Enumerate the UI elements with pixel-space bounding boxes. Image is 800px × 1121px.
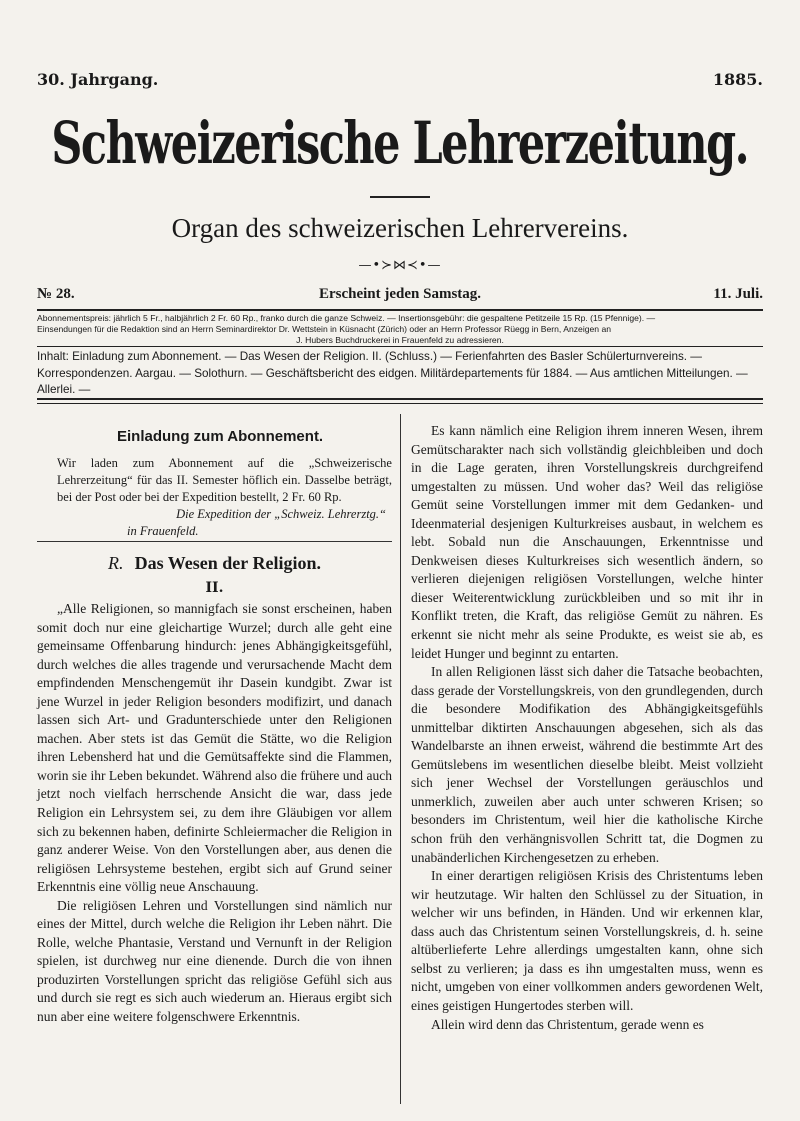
subscription-line-2: Einsendungen für die Redaktion sind an Herrn Seminardirektor Dr. Wettstein in Küsnacht (Zürich) oder an Herrn Professor Rüegg in Bern, Anzeigen an: [37, 324, 612, 334]
newspaper-title: Schweizerische Lehrerzeitung.: [51, 109, 749, 177]
article-left-text: [37, 600, 392, 1027]
subscription-line-3: J. Hubers Buchdruckerei in Frauenfeld zu adressieren.: [296, 335, 504, 345]
article-author: R.: [108, 553, 124, 573]
invitation-text: Wir laden zum Abonnement auf die „Schweizerische Lehrerzeitung“ für das II. Semester höflich ein. Dasselbe beträgt, bei der Post oder bei der Expedition bestellt, 2 Fr. 60 Rp.: [57, 456, 392, 504]
ornament-divider: —•≻⋈≺•—: [358, 258, 442, 273]
article-paragraph: Die religiösen Lehren und Vorstellungen sind nämlich nur eines der Mittel, durch welche die Religion ihr Leben nährt. Die Rolle, welche Phantasie, Verstand und Vernunft in der Religion spielen, ist durchweg nur eine dienende. Durch die von ihnen produzirten Vorstellungen spricht das religiöse Gefühl sich aus und durch sie regt es sich auch wiederum an. Hieraus ergibt sich nun aber eine weitere folgenschwere Erkenntnis.: [37, 897, 392, 1025]
masthead: [37, 103, 763, 183]
contents-bottom-rule-1: [37, 398, 763, 400]
subscription-info: [37, 313, 763, 346]
article-heading: Das Wesen der Religion.: [134, 553, 321, 573]
invitation-signature-2: in Frauenfeld.: [127, 524, 199, 538]
article-title-line: [37, 553, 392, 574]
year-label: 1885.: [712, 70, 763, 89]
article-paragraph: Es kann nämlich eine Religion ihrem inneren Wesen, ihrem Gemütscharakter nach sich vollständig gleichbleiben und doch in die Lage geraten, ihren Vorstellungskreis durchgreifend umgestalten zu müssen. Und woher das? Weil das religiöse Gemüt seine Vorstellungen immer mit dem Gedanken- und Ideenmaterial desjenigen Kulturkreises ausbaut, in welchem es lebt. Sobald nun die Anschauungen, Erkenntnisse und Denkweisen dieses Kulturkreises sich wesentlich ändern, so verlieren diejenigen religiösen Vorstellungen, welche hinter dieser Weiterentwicklung zurückbleiben und so mit ihr in Konflikt treten, die Kraft, das religiöse Gemüt zu nähren. Es erkennt sie nicht mehr als seine Produkte, es weist sie ab, es leidet Hunger und beginnt zu entarten.: [411, 423, 763, 661]
invitation-section: [37, 428, 392, 540]
article-paragraph: Allein wird denn das Christentum, gerade wenn es: [431, 1016, 704, 1032]
invitation-signature-1: Die Expedition der „Schweiz. Lehrerztg.“: [176, 507, 386, 521]
contents-bottom-rule-2: [37, 403, 763, 404]
article-paragraph: „Alle Religionen, so mannigfach sie sonst erscheinen, haben somit doch nur eine gleichartige Wurzel; durch alle geht eine gemeinsame Offenbarung hindurch: jenes Abhängigkeitsgefühl, durch welches die alles tragende und verursachende Macht dem empfindenden Menschengemüt ihr Dasein kundgibt. Zwar ist jene Wurzel in jeder Religion besonders modifizirt, und danach lassen sich Art- und Gradunterschiede unter den Religionen machen. Aber stets ist das Gemüt die Stätte, wo die Religion ihren Lebensherd hat und die Gemütsaffekte sind die Flammen, worin sie ihr Leben bekundet. Während also die frühere und auch jetzt noch vielfach herrschende Ansicht die war, dass jede Religion ein Lehrsystem sei, zu dem ihre Gläubigen vor allem sich zu bekennen haben, definirte Schleiermacher die Religion in ganz anderer Weise. Von den Vorstellungen aber, aus denen die religiösen Lehrsysteme bestehen, ergibt sich auf Grund seiner Erkenntnis eine völlig neue Anschauung.: [37, 601, 392, 895]
volume-label: 30. Jahrgang.: [37, 70, 159, 89]
column-divider: [400, 414, 401, 1104]
invitation-heading: Einladung zum Abonnement.: [117, 428, 324, 445]
newspaper-subtitle: Organ des schweizerischen Lehrervereins.: [171, 213, 629, 243]
invitation-rule: [37, 541, 392, 542]
issue-date: 11. Juli.: [713, 286, 763, 302]
title-divider: [370, 196, 430, 198]
publication-frequency: Erscheint jeden Samstag.: [318, 286, 482, 302]
table-of-contents: Inhalt: Einladung zum Abonnement. — Das Wesen der Religion. II. (Schluss.) — Ferienfahrten des Basler Schülerturnvereins. — Korrespondenzen. Aargau. — Solothurn. — Geschäftsbericht des eidgen. Militärdepartements für 1884. — Aus amtlichen Mitteilungen. — Allerlei. —: [37, 350, 748, 396]
article-part: II.: [205, 580, 224, 596]
subscription-line-1: Abonnementspreis: jährlich 5 Fr., halbjährlich 2 Fr. 60 Rp., franko durch die ganze Schweiz. — Insertionsgebühr: die gespaltene Petitzeile 15 Rp. (15 Pfennige). —: [37, 313, 656, 323]
contents-rule: [37, 346, 763, 347]
article-right-column: [411, 422, 763, 1034]
top-rule: [37, 309, 763, 311]
issue-number: № 28.: [37, 286, 75, 302]
article-paragraph: In einer derartigen religiösen Krisis des Christentums leben wir heutzutage. Wir halten den Schlüssel zu der Situation, in welcher wir uns befinden, in Händen. Und wir erkennen klar, dass auch das Christentum seinen Vorstellungskreis, d. h. seine altüberlieferte Lehre allerdings umgestalten kann, ohne sich selbst zu verlieren; ja dass es ihn umgestalten muss, wenn es nicht, umgeben von einer vollkommen anders gewordenen Welt, eines geistigen Hungertodes sterben will.: [411, 868, 763, 1013]
article-paragraph: In allen Religionen lässt sich daher die Tatsache beobachten, dass gerade der Vorstellungskreis, von den grundlegenden, durch die besondere Modifikation des Abhängigkeitsgefühls unmittelbar diktirten Anschauungen abgesehen, sich als das Wandelbarste an ihnen erweist, während die bestimmte Art des Gemütslebens im wesentlichen dieselbe bleibt. Meist vollzieht sich jener Wechsel der Vorstellungen geräuschlos und unmerklich, zuweilen aber auch unter schweren Krisen; so besonders im Christentum, weil hier die katholische Kirche schon früh den verhängnisvollen Schritt tat, die Dogmen zu unabänderlichen Kirchengesetzen zu erheben.: [411, 664, 763, 865]
article-left-column: [37, 553, 392, 1027]
